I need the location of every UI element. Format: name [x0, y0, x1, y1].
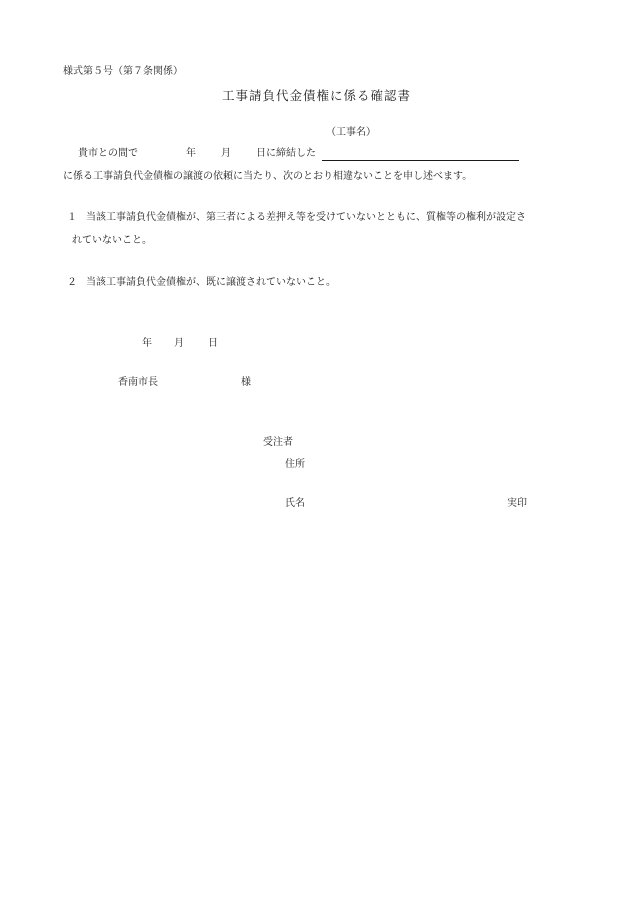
document-title: 工事請負代金債権に係る確認書 — [222, 88, 412, 103]
date-day: 日 — [208, 338, 218, 349]
addressee-honorific: 様 — [241, 377, 251, 388]
item-1-number: １ — [67, 212, 77, 223]
item-1-line2: れていないこと。 — [72, 235, 152, 246]
contractor-address-label: 住所 — [285, 459, 305, 470]
work-name-underline — [322, 160, 519, 161]
contractor-seal-label: 実印 — [507, 498, 527, 509]
contractor-label: 受注者 — [263, 437, 293, 448]
form-number: 様式第５号（第７条関係） — [63, 66, 183, 77]
item-2-number: ２ — [67, 277, 77, 288]
intro-prefix: 貴市との間で — [78, 148, 138, 159]
intro-continuation: に係る工事請負代金債権の譲渡の依頼に当たり、次のとおり相違ないことを申し述べます。 — [63, 171, 473, 182]
addressee-name: 香南市長 — [118, 377, 158, 388]
intro-month: 月 — [221, 148, 231, 159]
date-month: 月 — [174, 338, 184, 349]
work-name-label: （工事名） — [326, 127, 376, 138]
item-1-line1: 当該工事請負代金債権が、第三者による差押え等を受けていないとともに、質権等の権利が設定さ — [86, 212, 526, 223]
item-2-line1: 当該工事請負代金債権が、既に譲渡されていないこと。 — [86, 277, 336, 288]
contractor-name-label: 氏名 — [285, 498, 305, 509]
intro-day-suffix: 日に締結した — [256, 148, 316, 159]
date-year: 年 — [142, 338, 152, 349]
intro-year: 年 — [186, 148, 196, 159]
